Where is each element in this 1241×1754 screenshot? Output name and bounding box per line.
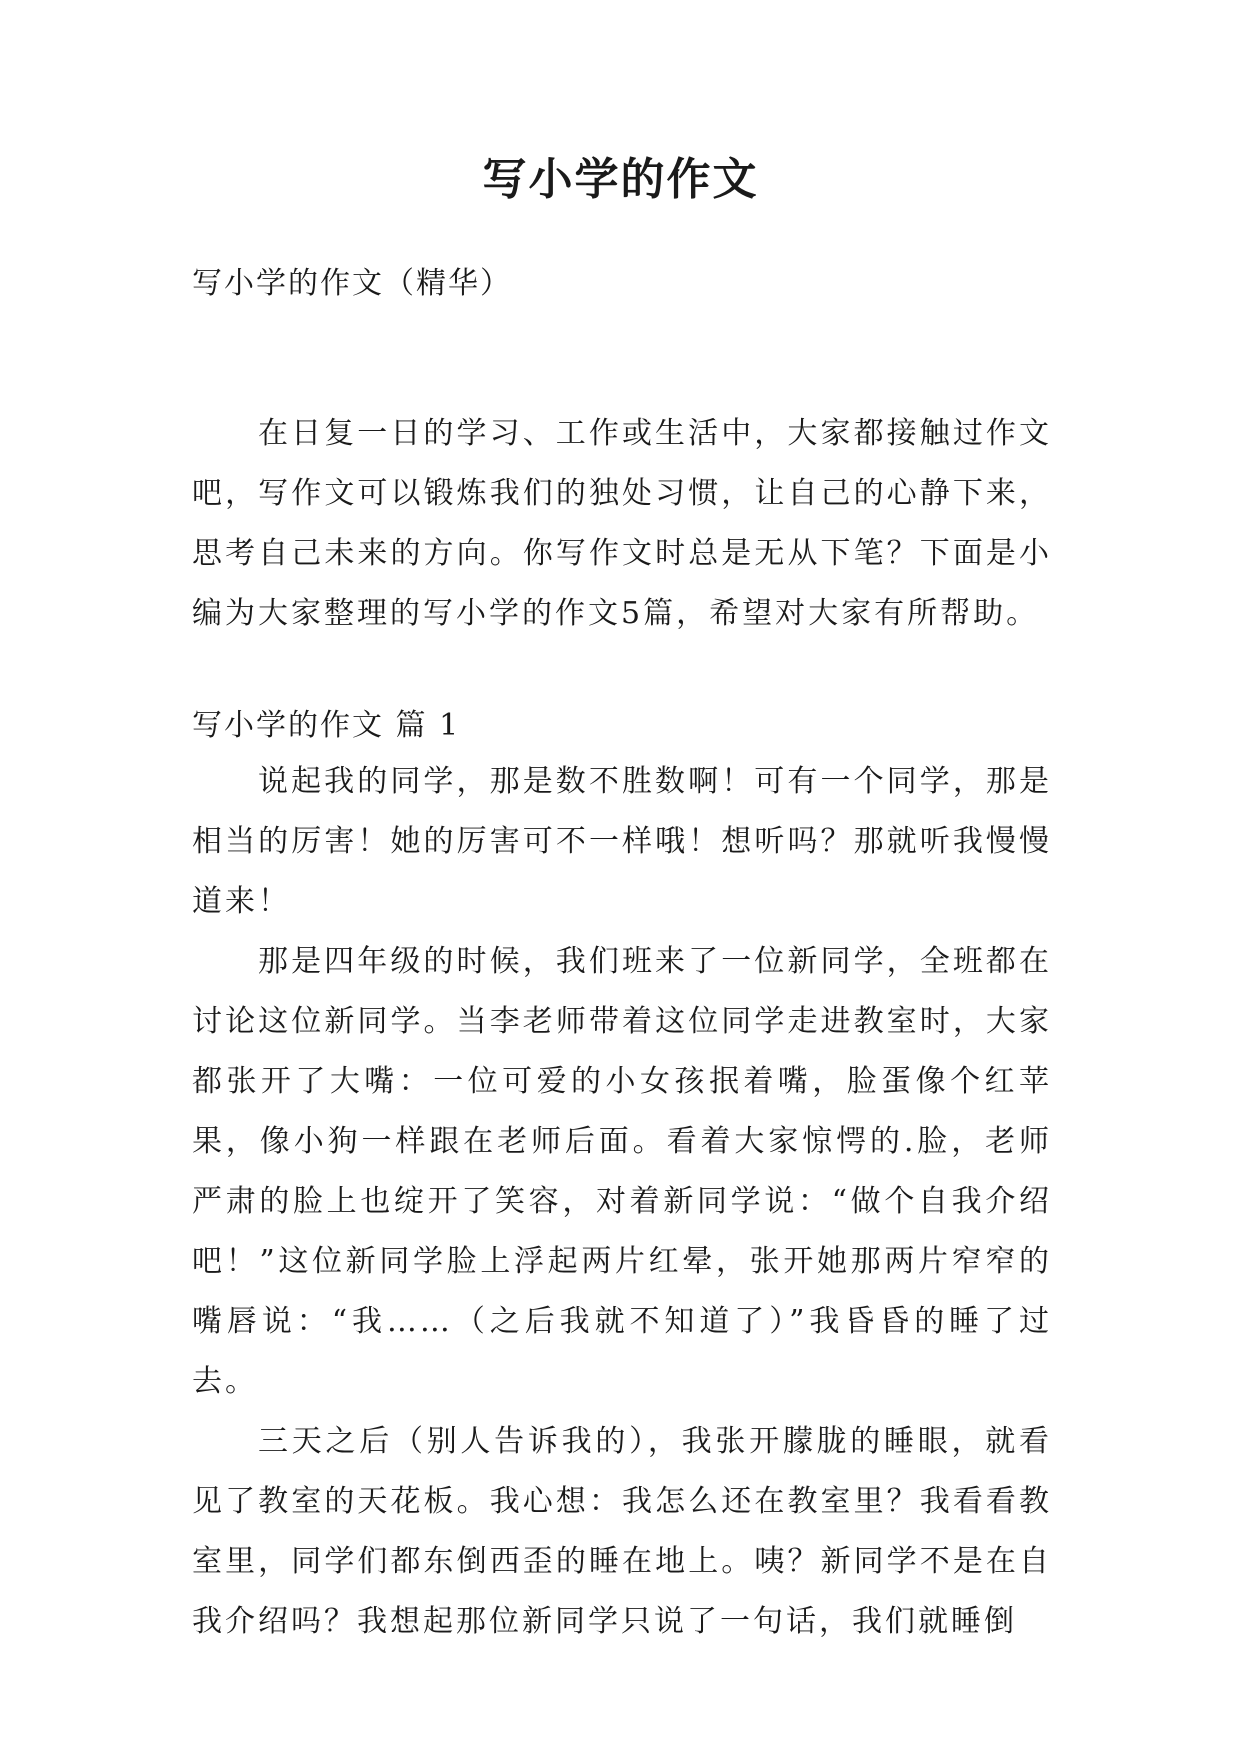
body-paragraph: 三天之后（别人告诉我的），我张开朦胧的睡眼，就看见了教室的天花板。我心想：我怎么还在教室里？我看看教室里，同学们都东倒西歪的睡在地上。咦？新同学不是在自我介绍吗？我想起那位新同学只说了一句话，我们就睡倒 [192, 1424, 1052, 1639]
body-paragraph: 说起我的同学，那是数不胜数啊！可有一个同学，那是相当的厉害！她的厉害可不一样哦！想听吗？那就听我慢慢道来！ [192, 764, 1052, 919]
section-heading: 写小学的作文 篇 1 [192, 708, 461, 743]
intro-paragraph: 在日复一日的学习、工作或生活中，大家都接触过作文吧，写作文可以锻炼我们的独处习惯，让自己的心静下来，思考自己未来的方向。你写作文时总是无从下笔？下面是小编为大家整理的写小学的作文5篇，希望对大家有所帮助。 [192, 416, 1052, 631]
body-paragraph: 那是四年级的时候，我们班来了一位新同学，全班都在讨论这位新同学。当李老师带着这位同学走进教室时，大家都张开了大嘴：一位可爱的小女孩抿着嘴，脸蛋像个红苹果，像小狗一样跟在老师后面。看着大家惊愕的.脸，老师严肃的脸上也绽开了笑容，对着新同学说：“做个自我介绍吧！”这位新同学脸上浮起两片红晕，张开她那两片窄窄的嘴唇说：“我……（之后我就不知道了）”我昏昏的睡了过去。 [192, 944, 1052, 1399]
document-subtitle: 写小学的作文（精华） [192, 266, 512, 301]
document-title: 写小学的作文 [482, 154, 759, 205]
